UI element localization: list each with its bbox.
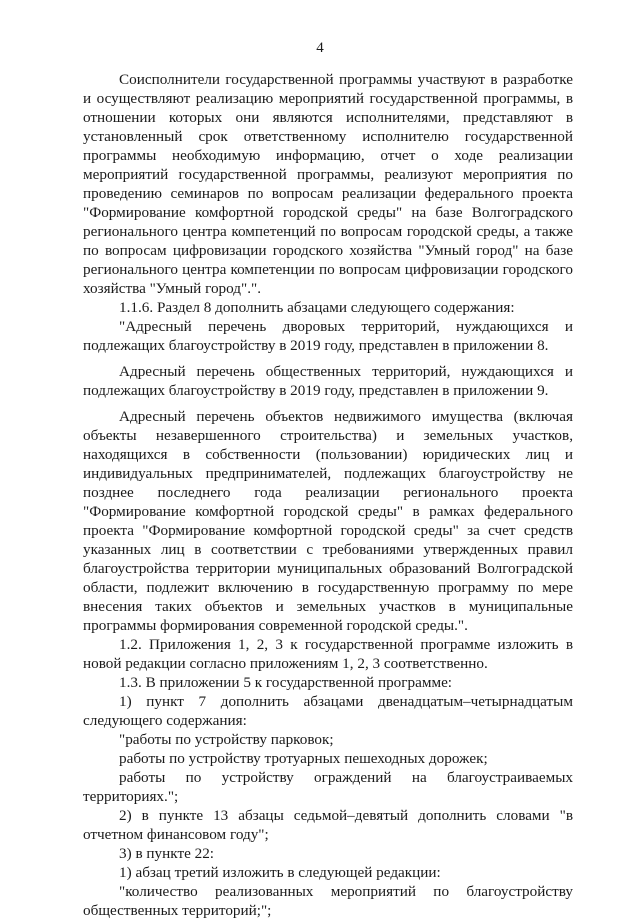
paragraph-item-13: 2) в пункте 13 абзацы седьмой–девятый дополнить словами "в отчетном финансовом году"; — [83, 807, 573, 843]
document-body — [83, 70, 573, 920]
paragraph-real-estate-objects: Адресный перечень объектов недвижимого имущества (включая объекты незавершенного строительства) и земельных участков, находящихся в собственности (пользовании) юридических лиц и индивидуальных предпринимателей, подлежащих благоустройству не позднее последнего года реализации регионального проекта "Формирование комфортной городской среды" в рамках федерального проекта "Формирование комфортной городской среды" за счет средств указанных лиц в соответствии с требованиями утвержденных правил благоустройства территории муниципальных образований Волгоградской области, подлежит включению в государственную программу по мере внесения таких объектов и земельных участков в муниципальные программы формирования современной городской среды.". — [83, 408, 573, 634]
paragraph-parking-works: "работы по устройству парковок; — [119, 731, 334, 748]
paragraph-third-abstract: 1) абзац третий изложить в следующей редакции: — [119, 864, 441, 881]
paragraph-sidewalk-works: работы по устройству тротуарных пешеходных дорожек; — [119, 750, 488, 767]
paragraph-fence-works: работы по устройству ограждений на благоустраиваемых территориях."; — [83, 769, 573, 805]
paragraph-yard-territories: "Адресный перечень дворовых территорий, нуждающихся и подлежащих благоустройству в 2019 году, представлен в приложении 8. — [83, 318, 573, 354]
paragraph-public-territories: Адресный перечень общественных территорий, нуждающихся и подлежащих благоустройству в 2019 году, представлен в приложении 9. — [83, 363, 573, 399]
paragraph-appendices-1-2-3: 1.2. Приложения 1, 2, 3 к государственной программе изложить в новой редакции согласно приложениям 1, 2, 3 соответственно. — [83, 636, 573, 672]
paragraph-item-22: 3) в пункте 22: — [119, 845, 215, 862]
paragraph-section-8: 1.1.6. Раздел 8 дополнить абзацами следующего содержания: — [119, 299, 515, 316]
paragraph-appendix-5: 1.3. В приложении 5 к государственной программе: — [119, 674, 453, 691]
paragraph-coexecutors: Соисполнители государственной программы участвуют в разработке и осуществляют реализацию мероприятий государственной программы, в отношении которых они являются исполнителями, представляют в установленный срок ответственному исполнителю государственной программы необходимую информацию, отчет о ходе реализации мероприятий государственной программы, реализуют мероприятия по проведению семинаров по вопросам реализации федерального проекта "Формирование комфортной городской среды" на базе Волгоградского регионального центра компетенций по вопросам городской среды, а также по вопросам цифровизации городского хозяйства "Умный город" на базе регионального центра компетенции по вопросам цифровизации городского хозяйства "Умный город".". — [83, 71, 573, 297]
page-number: 4 — [316, 40, 324, 56]
paragraph-implemented-measures: "количество реализованных мероприятий по благоустройству общественных территорий;"; — [83, 883, 573, 919]
paragraph-item-7: 1) пункт 7 дополнить абзацами двенадцатым–четырнадцатым следующего содержания: — [83, 693, 573, 729]
